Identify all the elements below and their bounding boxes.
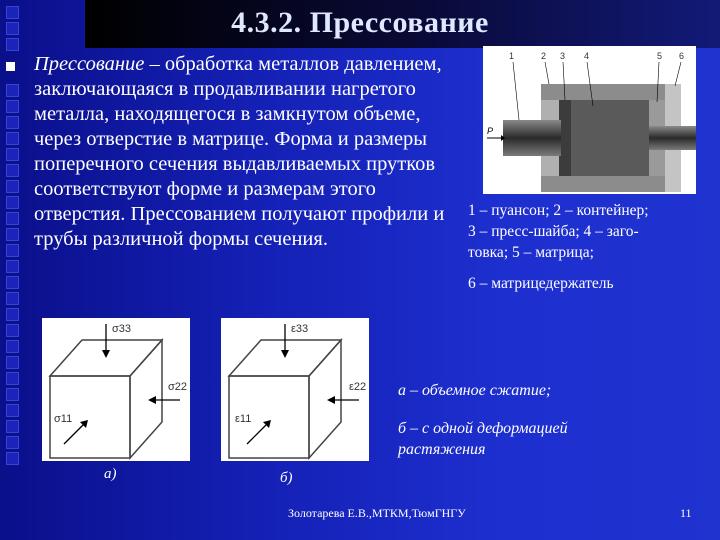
decor-square: [6, 100, 19, 113]
sigma22-label: σ22: [168, 381, 188, 393]
container-wall-bottom: [541, 176, 681, 192]
cube-side-face: [130, 340, 162, 458]
pressing-scheme-svg: [483, 46, 696, 194]
caption-b-line1: б – с одной деформацией: [398, 420, 568, 437]
slide-title: 4.3.2. Прессование: [231, 6, 489, 39]
epsilon33-label: ε33: [291, 323, 309, 335]
stress-cube-diagram-a: [42, 318, 190, 461]
legend-line: 3 – пресс-шайба; 4 – заго-: [468, 223, 639, 240]
billet-shape: [569, 100, 649, 176]
left-decor-strip: [0, 0, 26, 540]
diagram-legend: [468, 200, 718, 294]
decor-square: [6, 164, 19, 177]
stress-cube-svg-a: [42, 318, 190, 461]
force-label: P: [487, 126, 494, 136]
diagram-number: 6: [679, 51, 685, 61]
pressing-scheme-diagram: [483, 46, 696, 194]
decor-square: [6, 260, 19, 273]
container-wall-top: [541, 84, 681, 100]
decor-square: [6, 308, 19, 321]
decor-square: [6, 356, 19, 369]
decor-square: [6, 340, 19, 353]
decor-square: [6, 452, 19, 465]
side-arrowhead-icon: [148, 396, 156, 404]
decor-square: [6, 148, 19, 161]
term-pressing: Прессование: [34, 53, 145, 75]
decor-square: [6, 180, 19, 193]
top-arrowhead-icon: [102, 350, 110, 358]
diagram-number: 4: [584, 51, 590, 61]
epsilon11-label: ε11: [235, 413, 252, 425]
decor-square: [6, 212, 19, 225]
diagram-number: 1: [509, 51, 515, 61]
caption-a: а – объемное сжатие;: [398, 382, 552, 399]
decor-square: [6, 388, 19, 401]
side-arrowhead-icon: [327, 396, 335, 404]
bullet-icon: [6, 62, 15, 71]
decor-square: [6, 276, 19, 289]
cube-a-label: а): [104, 466, 117, 482]
diagram-number: 3: [560, 51, 566, 61]
epsilon22-label: ε22: [349, 381, 367, 393]
diagram-number: 2: [541, 51, 547, 61]
definition-text: – обработка металлов давлением, заключающаяся в продавливании нагретого металла, находящегося в замкнутом объеме, через отверстие в матрице. Форма и размеры поперечного сечения выдавливаемых прутков соответствуют форме и размерам этого отверстия. Прессованием получают профили и трубы различной формы сечения.: [34, 53, 445, 250]
leader-line: [675, 62, 681, 86]
decor-square: [6, 420, 19, 433]
decor-square: [6, 244, 19, 257]
front-strain-arrow-icon: [247, 424, 267, 444]
strain-cube-svg-b: [221, 318, 369, 461]
page-number: 11: [680, 506, 692, 520]
legend-line: 6 – матрицедержатель: [468, 275, 614, 292]
sigma33-label: σ33: [112, 323, 132, 335]
strain-cube-diagram-b: [221, 318, 369, 461]
leader-line: [545, 62, 549, 84]
cube-side-face: [309, 340, 341, 458]
decor-square: [6, 84, 19, 97]
definition-paragraph: [34, 52, 459, 252]
sigma11-label: σ11: [54, 413, 73, 425]
legend-line: товка; 5 – матрица;: [468, 244, 594, 261]
decor-square: [6, 116, 19, 129]
diagram-number: 5: [657, 51, 663, 61]
decor-square: [6, 196, 19, 209]
decor-square: [6, 132, 19, 145]
legend-line: 1 – пуансон; 2 – контейнер;: [468, 202, 649, 219]
caption-b-line2: растяжения: [398, 441, 486, 458]
decor-square: [6, 292, 19, 305]
decor-square: [6, 404, 19, 417]
decor-square: [6, 372, 19, 385]
front-stress-arrow-icon: [64, 424, 84, 444]
decor-square: [6, 228, 19, 241]
top-arrowhead-icon: [281, 350, 289, 358]
decor-square: [6, 436, 19, 449]
decor-square: [6, 324, 19, 337]
extruded-rod-shape: [649, 126, 696, 150]
leader-line: [513, 62, 519, 120]
punch-shape: [503, 120, 561, 156]
cube-b-label: б): [280, 470, 293, 486]
footer-author: Золотарева Е.В.,МТКМ,ТюмГНГУ: [288, 506, 466, 520]
